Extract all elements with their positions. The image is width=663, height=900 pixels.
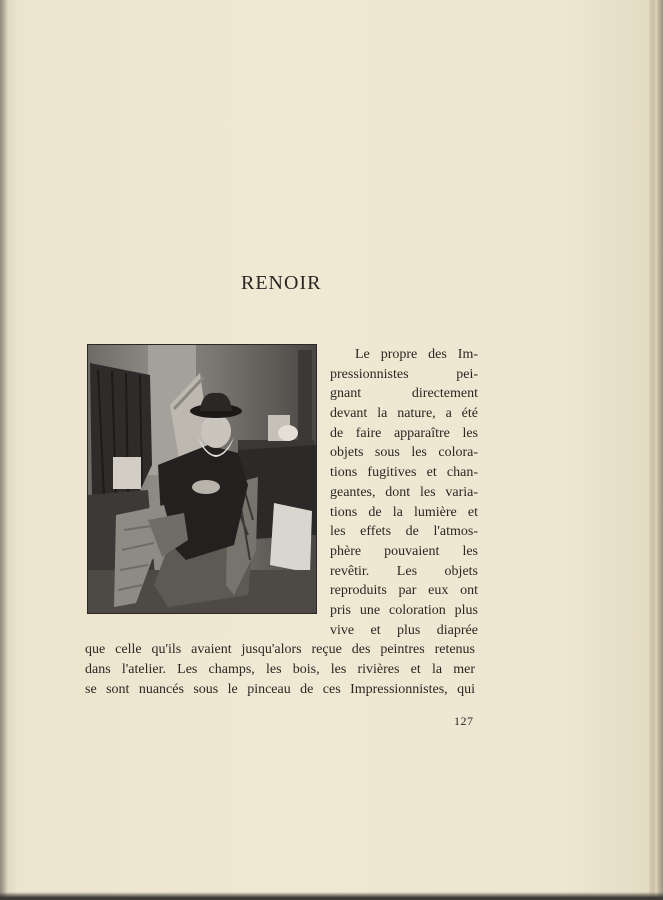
column-line: revêtir. Les objets <box>330 563 478 579</box>
portrait-illustration <box>88 345 316 613</box>
body-line: se sont nuancés sous le pinceau de ces Impressionnistes, qui <box>85 682 475 697</box>
column-line: devant la nature, a été <box>330 406 478 422</box>
column-line: geantes, dont les varia- <box>330 484 478 500</box>
page-edges <box>649 0 663 900</box>
column-line: objets sous les colora- <box>330 445 478 461</box>
column-line: pris une coloration plus <box>330 602 478 618</box>
body-line: dans l'atelier. Les champs, les bois, les rivières et la mer <box>85 662 475 677</box>
wrapped-text-column <box>330 345 478 640</box>
column-line: pressionnistes pei- <box>330 366 478 382</box>
portrait-photograph <box>87 344 317 614</box>
page-number: 127 <box>454 714 474 728</box>
bottom-edge <box>0 892 663 900</box>
column-line: gnant directement <box>330 386 478 402</box>
column-line: phère pouvaient les <box>330 543 478 559</box>
column-line: de faire apparaître les <box>330 425 478 441</box>
page-title: RENOIR <box>241 272 322 294</box>
binding-shadow <box>0 0 8 900</box>
full-width-text <box>85 640 475 700</box>
column-line: reproduits par eux ont <box>330 583 478 599</box>
column-line: tions de la lumière et <box>330 504 478 520</box>
column-line: les effets de l'atmos- <box>330 524 478 540</box>
column-line: tions fugitives et chan- <box>330 465 478 481</box>
column-line: vive et plus diaprée <box>330 622 478 638</box>
body-line: que celle qu'ils avaient jusqu'alors reçue des peintres retenus <box>85 642 475 657</box>
column-line: Le propre des Im- <box>355 347 478 362</box>
